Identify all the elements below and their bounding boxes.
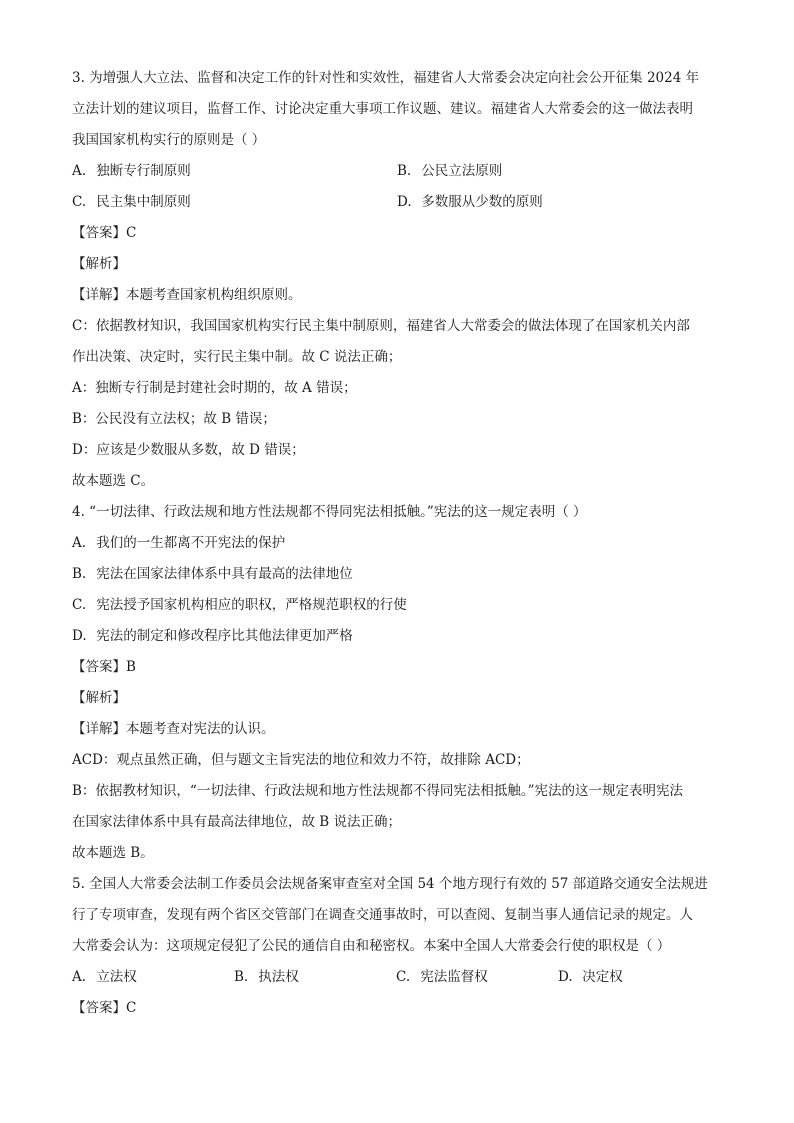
detail-line: B：依据教材知识，“一切法律、行政法规和地方性法规都不得同宪法相抵触。”宪法的这一规定表明宪法 (72, 783, 683, 799)
question-5-stem-line: 大常委会认为：这项规定侵犯了公民的通信自由和秘密权。本案中全国人大常委会行使的职权是（ ） (72, 938, 671, 954)
answer-label: 【答案】C (72, 225, 137, 241)
detail-line: C：依据教材知识，我国国家机构实行民主集中制原则，福建省人大常委会的做法体现了在国家机关内部 (72, 318, 690, 334)
option-text: 公民立法原则 (421, 163, 503, 179)
option-label: D. (558, 969, 573, 985)
option-b (397, 156, 722, 187)
question-5 (72, 869, 722, 1024)
detail-line: 故本题选 C。 (72, 473, 155, 489)
option-a (72, 528, 722, 559)
option-label: B. (72, 566, 87, 582)
option-text: 宪法监督权 (420, 969, 488, 985)
detail-line: 作出决策、决定时，实行民主集中制。故 C 说法正确； (72, 349, 402, 365)
option-b (234, 962, 396, 993)
question-3-stem-line: 立法计划的建议项目，监督工作、讨论决定重大事项工作议题、建议。福建省人大常委会的这一做法表明 (72, 101, 693, 117)
question-3-stem-line: 3. 为增强人大立法、监督和决定工作的针对性和实效性，福建省人大常委会决定向社会公开征集 2024 年 (72, 70, 700, 86)
analysis-label: 【解析】 (72, 690, 126, 706)
question-3-options-row-1 (72, 156, 722, 187)
detail-line: B：公民没有立法权；故 B 错误； (72, 411, 276, 427)
option-text: 宪法的制定和修改程序比其他法律更加严格 (96, 628, 353, 644)
detail-line: ACD：观点虽然正确，但与题文主旨宪法的地位和效力不符，故排除 ACD； (72, 752, 530, 768)
option-text: 执法权 (258, 969, 299, 985)
question-5-stem-line: 行了专项审查，发现有两个省区交管部门在调查交通事故时，可以查阅、复制当事人通信记录的规定。人 (72, 907, 693, 923)
detail-line: 【详解】本题考查国家机构组织原则。 (72, 287, 302, 303)
question-4 (72, 497, 722, 869)
detail-line: 故本题选 B。 (72, 845, 154, 861)
option-text: 决定权 (582, 969, 623, 985)
option-c (72, 590, 722, 621)
answer-label: 【答案】C (72, 1000, 137, 1016)
option-label: A. (72, 535, 87, 551)
option-label: C. (72, 597, 87, 613)
question-4-stem-line: 4. “一切法律、行政法规和地方性法规都不得同宪法相抵触。”宪法的这一规定表明（ ） (72, 504, 587, 520)
option-text: 民主集中制原则 (96, 194, 191, 210)
option-label: B. (234, 969, 249, 985)
option-label: C. (396, 969, 411, 985)
option-label: A. (72, 969, 87, 985)
analysis-label: 【解析】 (72, 256, 126, 272)
detail-line: 【详解】本题考查对宪法的认识。 (72, 721, 275, 737)
question-3-options-row-2 (72, 187, 722, 218)
detail-line: 在国家法律体系中具有最高法律地位，故 B 说法正确； (72, 814, 402, 830)
question-3 (72, 63, 722, 497)
option-label: C. (72, 194, 87, 210)
detail-line: D：应该是少数服从多数，故 D 错误； (72, 442, 305, 458)
option-text: 宪法在国家法律体系中具有最高的法律地位 (96, 566, 353, 582)
document-page (72, 63, 722, 1024)
option-text: 我们的一生都离不开宪法的保护 (96, 535, 286, 551)
option-text: 宪法授予国家机构相应的职权，严格规范职权的行使 (96, 597, 407, 613)
option-c (72, 187, 397, 218)
option-a (72, 962, 234, 993)
option-label: D. (397, 194, 412, 210)
option-d (558, 962, 720, 993)
option-c (396, 962, 558, 993)
option-d (397, 187, 722, 218)
option-label: D. (72, 628, 87, 644)
detail-line: A：独断专行制是封建社会时期的，故 A 错误； (72, 380, 357, 396)
answer-label: 【答案】B (72, 659, 136, 675)
option-label: A. (72, 163, 87, 179)
option-b (72, 559, 722, 590)
question-5-stem-line: 5. 全国人大常委会法制工作委员会法规备案审查室对全国 54 个地方现行有效的 57 部道路交通安全法规进 (72, 876, 708, 892)
option-text: 独断专行制原则 (96, 163, 191, 179)
option-d (72, 621, 722, 652)
option-a (72, 156, 397, 187)
question-3-stem-line: 我国国家机构实行的原则是（ ） (72, 132, 266, 148)
option-text: 多数服从少数的原则 (421, 194, 543, 210)
option-text: 立法权 (96, 969, 137, 985)
question-5-options-row (72, 962, 722, 993)
option-label: B. (397, 163, 412, 179)
